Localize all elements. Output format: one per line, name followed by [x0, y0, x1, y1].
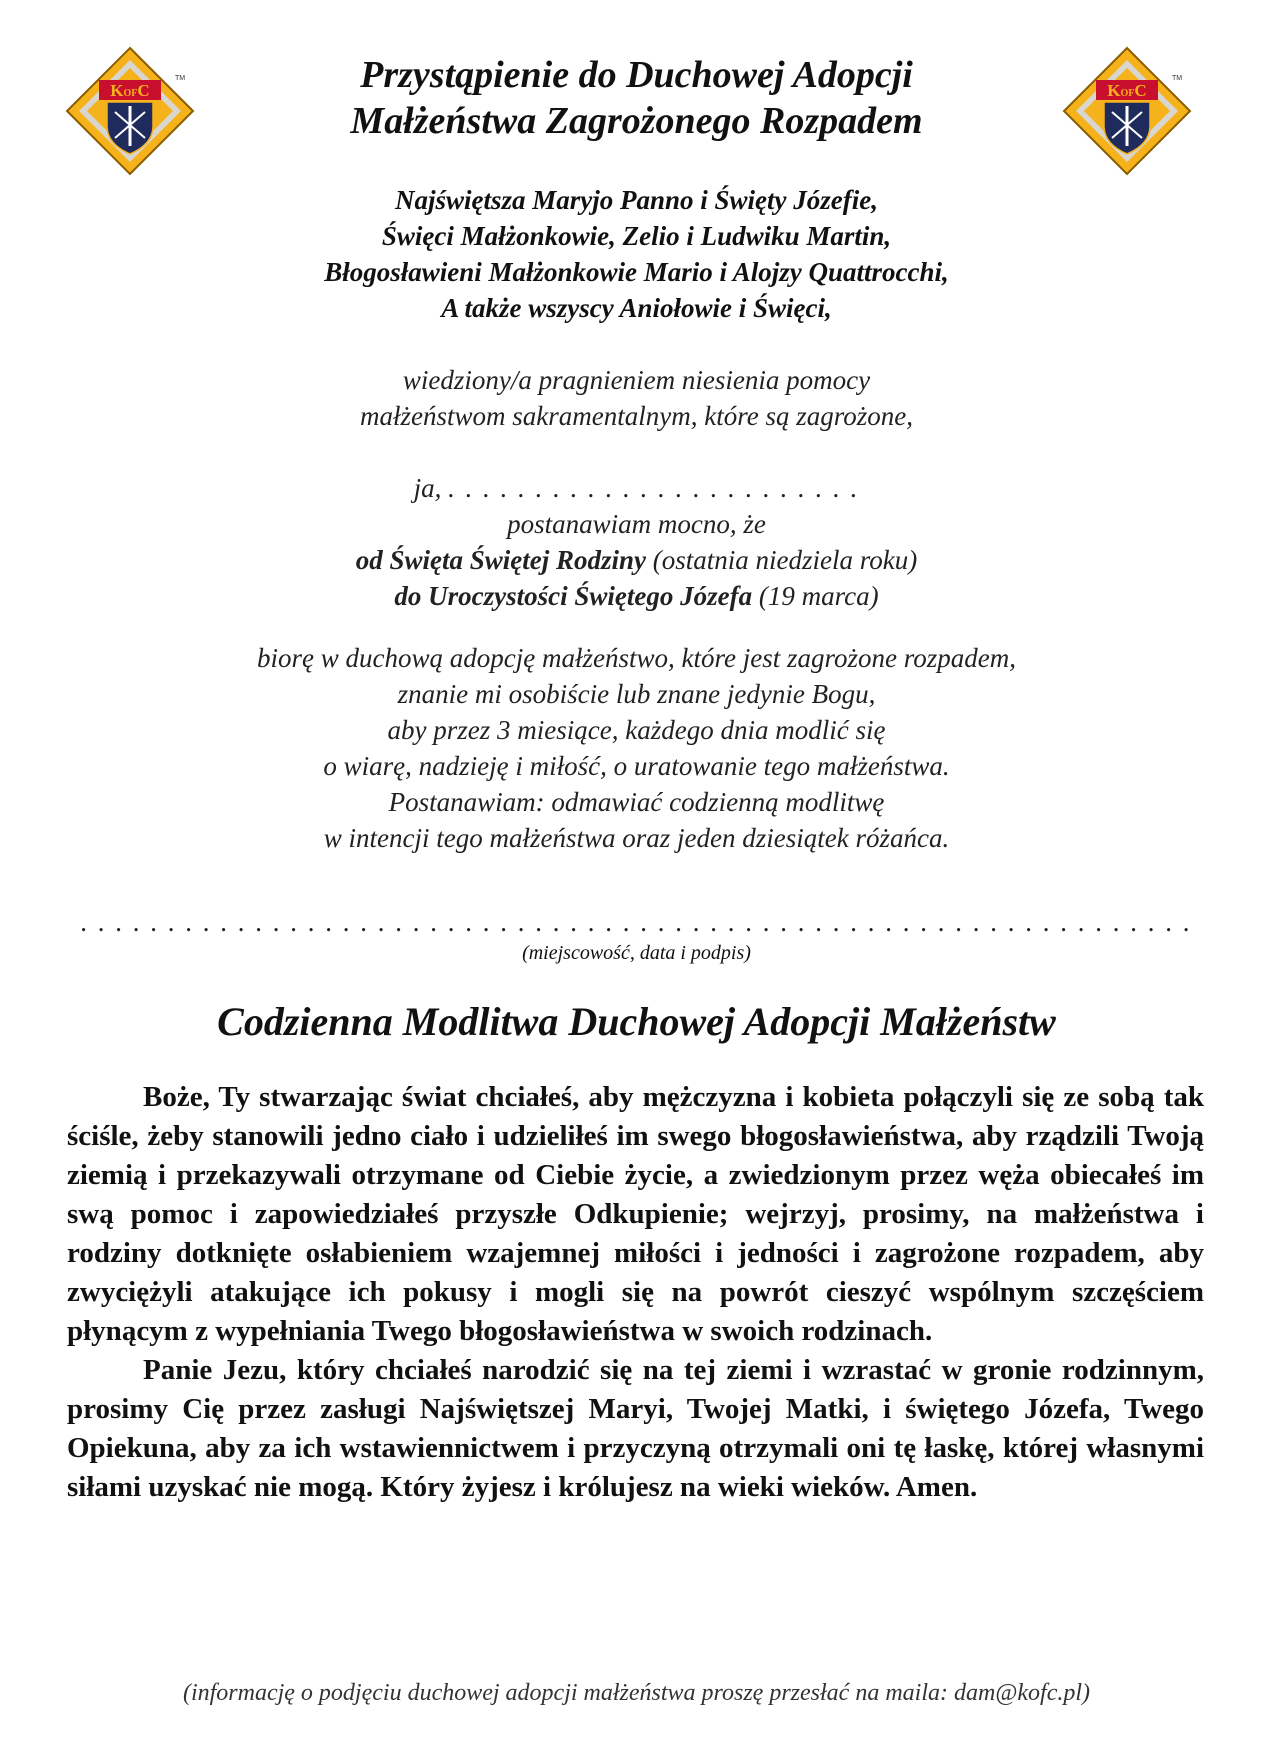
- commitment-line: w intencji tego małżeństwa oraz jeden dziesiątek różańca.: [323, 823, 950, 853]
- prayer-body: [67, 1078, 1204, 1507]
- svg-text:KOFC: KOFC: [1107, 81, 1147, 100]
- svg-text:KOFC: KOFC: [110, 81, 150, 100]
- to-feast: do Uroczystości Świętego Józefa: [394, 581, 753, 611]
- from-date-line: [0, 542, 1273, 578]
- title-line-1: Przystąpienie do Duchowej Adopcji: [360, 54, 913, 96]
- invocation-line: Błogosławieni Małżonkowie Mario i Alojzy Quattrocchi,: [324, 257, 949, 287]
- document-title: [0, 52, 1273, 144]
- ja-label: ja,: [413, 473, 442, 503]
- to-note: (19 marca): [752, 581, 879, 611]
- commitment-line: o wiarę, nadzieję i miłość, o uratowanie tego małżeństwa.: [323, 751, 950, 781]
- svg-text:TM: TM: [1172, 75, 1183, 82]
- prayer-paragraph: Panie Jezu, który chciałeś narodzić się na tej ziemi i wzrastać w gronie rodzinnym, prosimy Cię przez zasługi Najświętszej Maryi, Twojej Matki, i świętego Józefa, Twego Opiekuna, aby za ich wstawiennictwem i przyczyną otrzymali oni tę łaskę, której własnymi siłami uzyskać nie mogą. Który żyjesz i królujesz na wieki wieków. Amen.: [67, 1354, 1204, 1503]
- invocation-line: Święci Małżonkowie, Zelio i Ludwiku Martin,: [381, 221, 892, 251]
- pledge: [0, 470, 1273, 614]
- commitment-line: znanie mi osobiście lub znane jedynie Bogu,: [397, 679, 876, 709]
- commitment-line: Postanawiam: odmawiać codzienną modlitwę: [388, 787, 885, 817]
- title-line-2: Małżeństwa Zagrożonego Rozpadem: [350, 100, 923, 142]
- intent-line: wiedziony/a pragnieniem niesienia pomocy: [402, 365, 871, 395]
- invocation-line: A także wszyscy Aniołowie i Święci,: [441, 293, 832, 323]
- intent: [0, 362, 1273, 434]
- prayer-paragraph: Boże, Ty stwarzając świat chciałeś, aby mężczyzna i kobieta połączyli się ze sobą tak ściśle, żeby stanowili jedno ciało i udzieliłeś im swego błogosławieństwa, aby rządzili Twoją ziemią i przekazywali otrzymane od Ciebie życie, a zwiedzionym przez węża obiecałeś im swą pomoc i zapowiedziałeś przyszłe Odkupienie; wejrzyj, prosimy, na małżeństwa i rodziny dotknięte osłabieniem wzajemnej miłości i jedności i zagrożone rozpadem, aby zwyciężyli atakujące ich pokusy i mogli się na powrót cieszyć wspólnym szczęściem płynącym z wypełniania Twego błogosławieństwa w swoich rodzinach.: [67, 1081, 1204, 1347]
- footer-note: (informację o podjęciu duchowej adopcji małżeństwa proszę przesłać na maila: dam@kofc.pl): [182, 1680, 1091, 1706]
- commitment-line: biorę w duchową adopcję małżeństwo, które jest zagrożone rozpadem,: [257, 643, 1016, 673]
- signature-line: . . . . . . . . . . . . . . . . . . . . . . . . . . . . . . . . . . . . . . . . . . . . . . . . . . . . . . . . . . . . . . . .: [80, 907, 1193, 937]
- name-line: [0, 470, 1273, 506]
- name-blank: . . . . . . . . . . . . . . . . . . . . . . . .: [448, 473, 860, 503]
- from-note: (ostatnia niedziela roku): [646, 545, 918, 575]
- from-feast: od Święta Świętej Rodziny: [355, 545, 647, 575]
- svg-text:TM: TM: [175, 75, 186, 82]
- resolve-line: postanawiam mocno, że: [507, 509, 766, 539]
- invocation-line: Najświętsza Maryjo Panno i Święty Józefie,: [394, 185, 878, 215]
- commitment: [0, 640, 1273, 856]
- invocation: [0, 182, 1273, 326]
- to-date-line: [0, 578, 1273, 614]
- commitment-line: aby przez 3 miesiące, każdego dnia modlić się: [387, 715, 886, 745]
- prayer-title: Codzienna Modlitwa Duchowej Adopcji Małżeństw: [217, 999, 1056, 1044]
- signature-caption: (miejscowość, data i podpis): [522, 942, 751, 964]
- intent-line: małżeństwom sakramentalnym, które są zagrożone,: [360, 401, 913, 431]
